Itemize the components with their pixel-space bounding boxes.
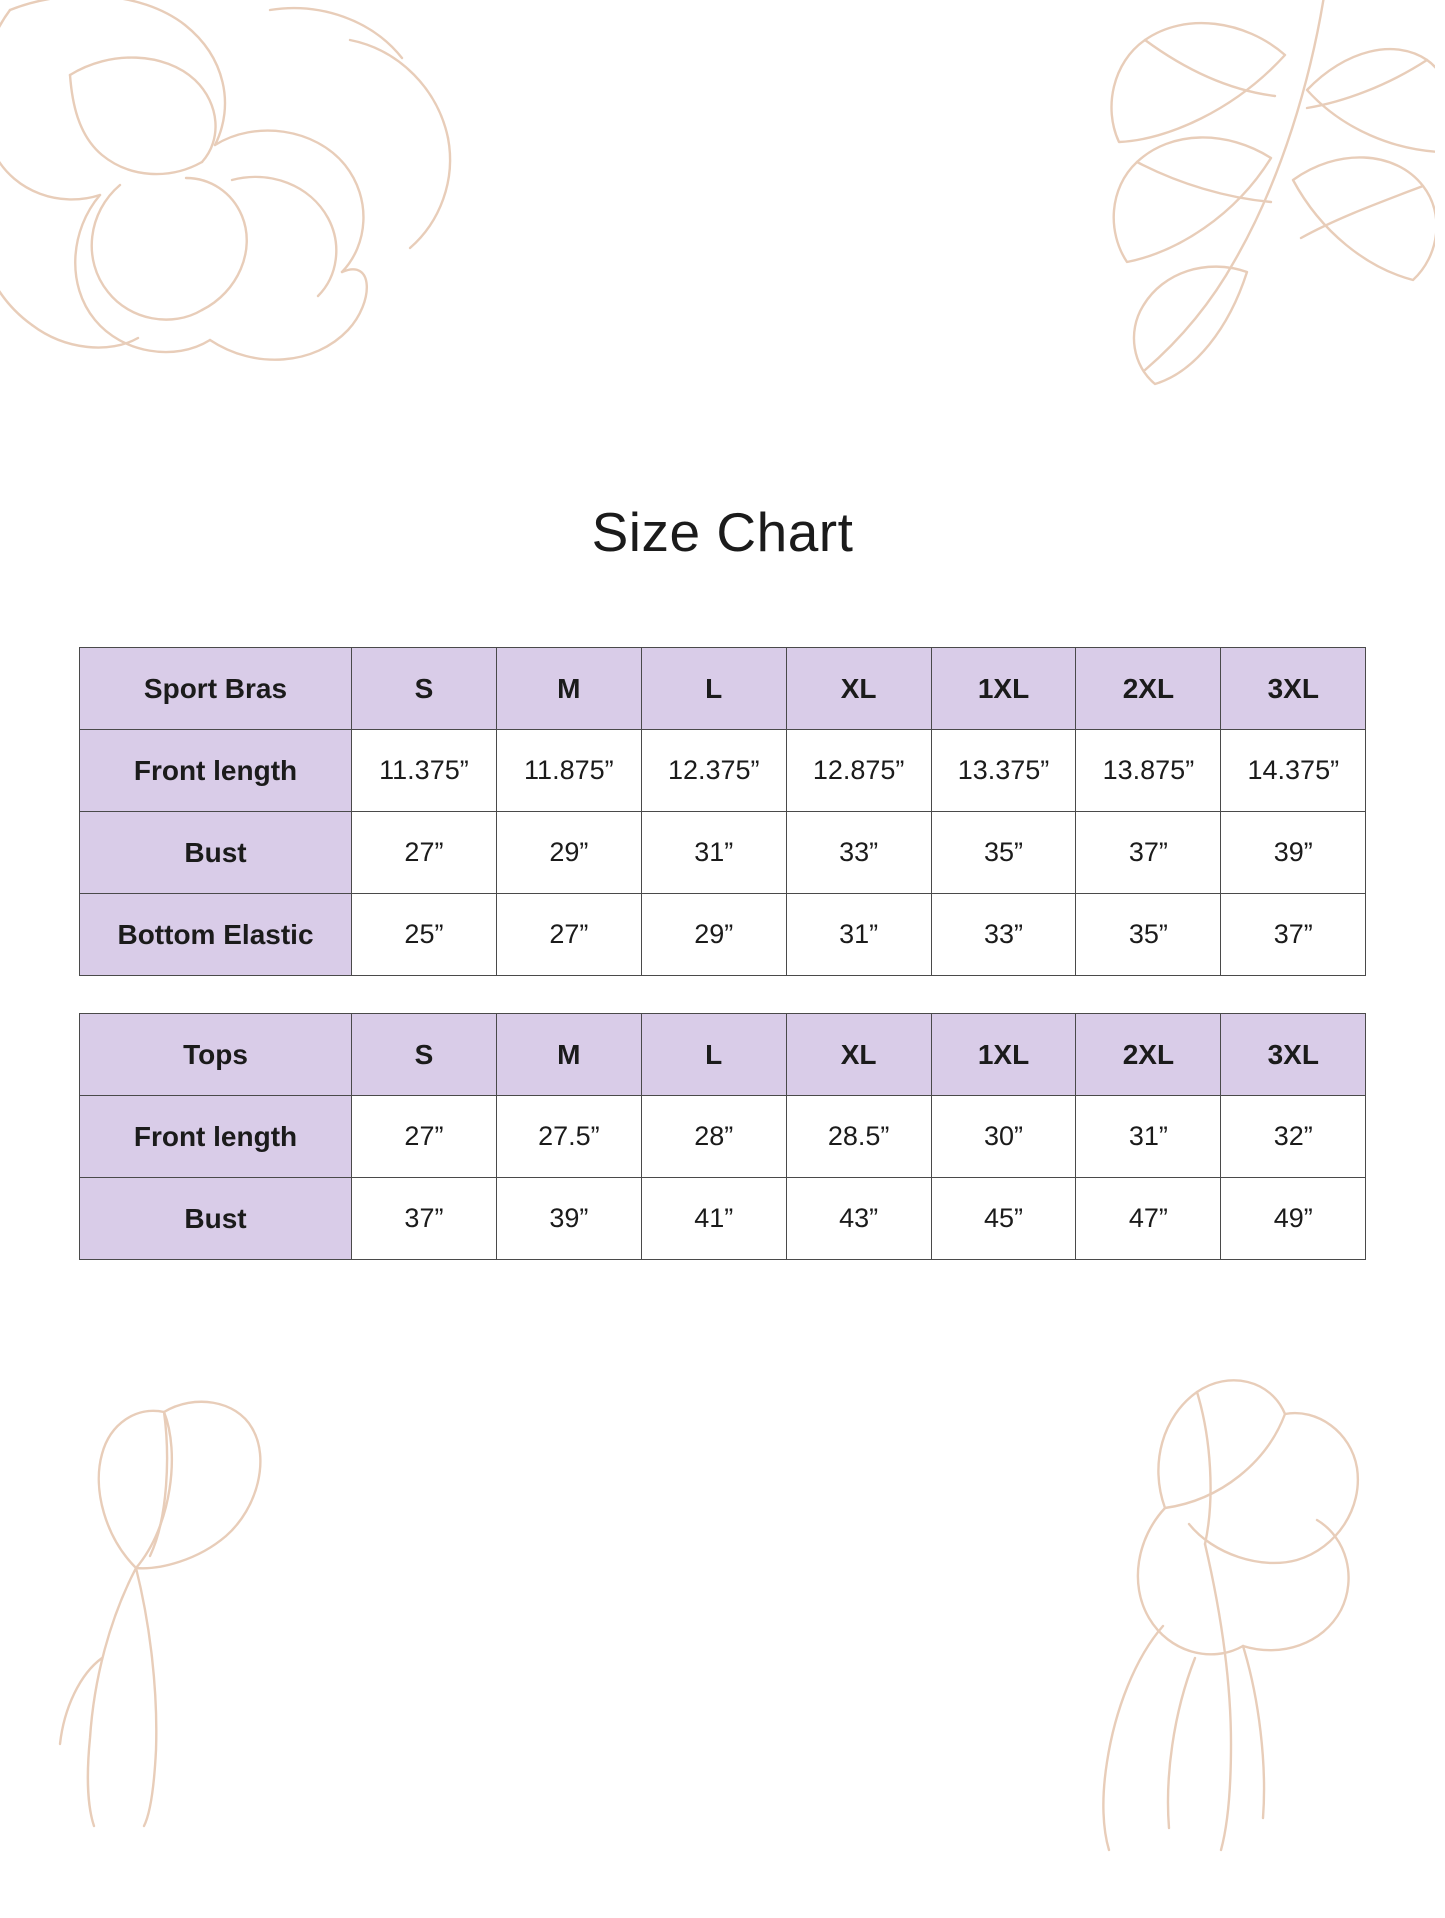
table-cell: 29” — [496, 812, 641, 894]
table-header-cell: Tops — [80, 1014, 352, 1096]
row-label: Bust — [80, 812, 352, 894]
table-header-cell: 1XL — [931, 1014, 1076, 1096]
table-header-row — [80, 648, 1366, 730]
table-header-cell: 2XL — [1076, 1014, 1221, 1096]
row-label: Front length — [80, 1096, 352, 1178]
table-cell: 37” — [1221, 894, 1366, 976]
table-cell: 37” — [1076, 812, 1221, 894]
table-cell: 11.375” — [352, 730, 497, 812]
sport-bras-table — [79, 647, 1366, 976]
page-title: Size Chart — [591, 501, 854, 563]
table-cell: 27.5” — [496, 1096, 641, 1178]
table-header-cell: L — [641, 648, 786, 730]
flower-leaf-outline-bottom-right-icon — [1045, 1358, 1375, 1858]
table-row — [80, 1178, 1366, 1260]
table-cell: 31” — [786, 894, 931, 976]
table-cell: 47” — [1076, 1178, 1221, 1260]
tops-table-wrapper — [79, 1013, 1366, 1260]
table-cell: 43” — [786, 1178, 931, 1260]
table-header-cell: M — [496, 1014, 641, 1096]
table-cell: 14.375” — [1221, 730, 1366, 812]
table-header-cell: S — [352, 1014, 497, 1096]
sport-bras-table-wrapper — [79, 647, 1366, 976]
table-cell: 35” — [931, 812, 1076, 894]
table-cell: 27” — [352, 1096, 497, 1178]
table-cell: 33” — [931, 894, 1076, 976]
table-cell: 27” — [496, 894, 641, 976]
table-cell: 25” — [352, 894, 497, 976]
table-cell: 28.5” — [786, 1096, 931, 1178]
tulip-outline-bottom-left-icon — [40, 1378, 320, 1828]
table-cell: 41” — [641, 1178, 786, 1260]
table-cell: 31” — [1076, 1096, 1221, 1178]
table-cell: 37” — [352, 1178, 497, 1260]
table-cell: 31” — [641, 812, 786, 894]
table-header-cell: M — [496, 648, 641, 730]
table-cell: 35” — [1076, 894, 1221, 976]
table-header-cell: 2XL — [1076, 648, 1221, 730]
table-header-cell: S — [352, 648, 497, 730]
table-row — [80, 1096, 1366, 1178]
table-cell: 12.875” — [786, 730, 931, 812]
table-cell: 39” — [496, 1178, 641, 1260]
tops-table — [79, 1013, 1366, 1260]
table-cell: 29” — [641, 894, 786, 976]
row-label: Front length — [80, 730, 352, 812]
table-cell: 12.375” — [641, 730, 786, 812]
table-cell: 39” — [1221, 812, 1366, 894]
table-cell: 27” — [352, 812, 497, 894]
table-cell: 13.875” — [1076, 730, 1221, 812]
table-header-cell: XL — [786, 1014, 931, 1096]
table-cell: 33” — [786, 812, 931, 894]
table-header-cell: 1XL — [931, 648, 1076, 730]
table-cell: 11.875” — [496, 730, 641, 812]
table-header-cell: 3XL — [1221, 1014, 1366, 1096]
table-cell: 13.375” — [931, 730, 1076, 812]
row-label: Bust — [80, 1178, 352, 1260]
table-cell: 49” — [1221, 1178, 1366, 1260]
table-row — [80, 812, 1366, 894]
table-row — [80, 894, 1366, 976]
table-cell: 30” — [931, 1096, 1076, 1178]
table-cell: 45” — [931, 1178, 1076, 1260]
table-header-cell: XL — [786, 648, 931, 730]
table-header-cell: 3XL — [1221, 648, 1366, 730]
table-header-row — [80, 1014, 1366, 1096]
row-label: Bottom Elastic — [80, 894, 352, 976]
peony-outline-top-left-icon — [0, 0, 490, 400]
table-row — [80, 730, 1366, 812]
table-cell: 28” — [641, 1096, 786, 1178]
table-cell: 32” — [1221, 1096, 1366, 1178]
leaf-branch-outline-top-right-icon — [1075, 0, 1435, 390]
table-header-cell: L — [641, 1014, 786, 1096]
table-header-cell: Sport Bras — [80, 648, 352, 730]
